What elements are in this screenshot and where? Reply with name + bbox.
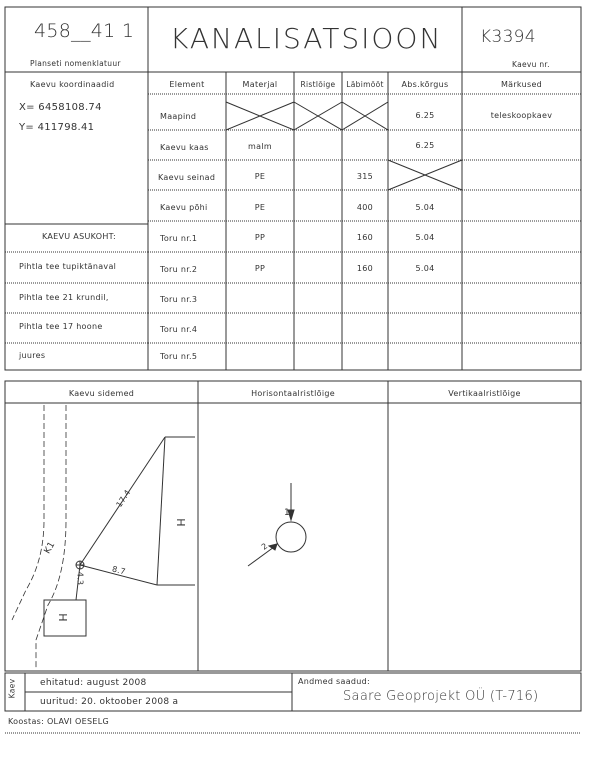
row-abs: 5.04 (415, 233, 435, 242)
location-line-1: Pihtla tee tupiktänaval (19, 262, 117, 271)
pipe-1-label: 2 (259, 541, 270, 552)
location-line-3: Pihtla tee 17 hoone (19, 322, 103, 331)
row-element: Toru nr.5 (160, 352, 198, 361)
row-diameter: 315 (356, 172, 374, 181)
road-label: K1 (42, 540, 58, 556)
coordinate-y: Y= 411798.41 (19, 122, 95, 133)
row-element: Toru nr.2 (160, 265, 198, 274)
row-material: PE (254, 203, 266, 212)
built-date: ehitatud: august 2008 (40, 678, 147, 688)
row-material: PP (254, 233, 266, 242)
header-cross: Ristlõige (300, 80, 336, 89)
header-material: Materjal (242, 80, 278, 89)
row-abs: 5.04 (415, 203, 435, 212)
well-section-circle (276, 522, 306, 552)
header-abs: Abs.kõrgus (401, 80, 449, 89)
header-notes: Märkused (500, 80, 543, 89)
compiler: Koostas: OLAVI OESELG (8, 717, 109, 726)
row-material: PP (254, 264, 266, 273)
row-diameter: 400 (356, 203, 374, 212)
row-abs: 6.25 (415, 111, 435, 120)
section-horizontal: Horisontaalristlõige (251, 389, 335, 398)
side-label: Kaev (7, 678, 17, 699)
pipe-1-arrow (248, 547, 274, 566)
row-element: Kaevu seinad (158, 173, 216, 182)
header-diameter: Läbimõõt (346, 80, 384, 89)
building-label-1: H (173, 518, 187, 527)
location-line-2: Pihtla tee 21 krundil, (19, 293, 109, 302)
row-element: Kaevu põhi (160, 203, 208, 212)
road-sketch (12, 405, 66, 668)
row-element: Toru nr.1 (160, 234, 198, 243)
row-abs: 5.04 (415, 264, 435, 273)
plan-number: 458__41 1 (34, 20, 135, 42)
location-line-4: juures (19, 351, 46, 360)
building-label-2: H (55, 613, 69, 622)
row-element: Maapind (160, 112, 197, 121)
location-heading: KAEVU ASUKOHT: (42, 232, 116, 241)
measured-date: uuritud: 20. oktoober 2008 a (40, 697, 179, 707)
row-abs: 6.25 (415, 141, 435, 150)
coordinates-heading: Kaevu koordinaadid (30, 80, 115, 89)
distance-label-1: 17.4 (114, 488, 133, 509)
coordinate-x: X= 6458108.74 (19, 102, 102, 113)
row-note: teleskoopkaev (490, 111, 553, 120)
plan-label: Planseti nomenklatuur (30, 59, 121, 68)
page-title: KANALISATSIOON (170, 22, 443, 55)
distance-label-3: 8.7 (111, 564, 127, 577)
well-id: K3394 (480, 27, 536, 47)
section-vertical: Vertikaalristlõige (448, 389, 521, 398)
data-source-label: Andmed saadud: (298, 677, 371, 686)
section-connections: Kaevu sidemed (68, 389, 135, 398)
row-diameter: 160 (356, 233, 374, 242)
row-material: PE (254, 172, 266, 181)
company-name: Saare Geoprojekt OÜ (T-716) (343, 689, 539, 704)
row-material: malm (248, 142, 272, 151)
pipe-2-label: 1 (284, 508, 291, 518)
header-element: Element (169, 80, 205, 89)
well-label: Kaevu nr. (512, 60, 550, 69)
distance-label-2: 4.3 (75, 571, 85, 586)
row-diameter: 160 (356, 264, 374, 273)
row-element: Toru nr.3 (160, 295, 198, 304)
row-element: Toru nr.4 (160, 325, 198, 334)
row-element: Kaevu kaas (160, 143, 209, 152)
